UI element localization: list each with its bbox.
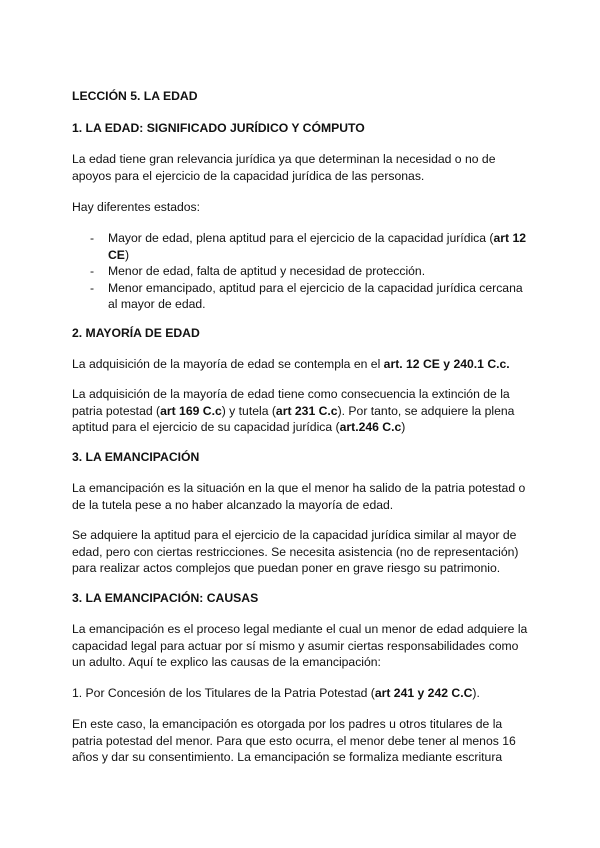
section-heading-emancipacion: 3. LA EMANCIPACIÓN xyxy=(72,450,200,464)
lesson-title: LECCIÓN 5. LA EDAD xyxy=(72,89,198,103)
paragraph-text: ). xyxy=(472,686,480,700)
legal-reference: art.246 C.c xyxy=(339,420,402,434)
paragraph-text: ) xyxy=(401,420,406,434)
paragraph-estados-intro: Hay diferentes estados: xyxy=(72,200,201,214)
list-item-menor-emancipado xyxy=(72,280,532,313)
legal-reference: art 231 C.c xyxy=(275,403,338,418)
section-heading-edad: 1. LA EDAD: SIGNIFICADO JURÍDICO Y CÓMPUTO xyxy=(72,121,365,135)
list-item-text-end: ) xyxy=(124,247,129,262)
paragraph-mayoria-consecuencia xyxy=(72,386,532,436)
list-item-menor-edad xyxy=(72,263,532,280)
paragraph-text: La adquisición de la mayoría de edad tiene como consecuencia la extinción de la patria potestad ( xyxy=(72,387,510,418)
paragraph-edad-relevancia: La edad tiene gran relevancia jurídica ya que determinan la necesidad o no de apoyos para el ejercicio de la capacidad jurídica de las personas. xyxy=(72,152,496,183)
legal-reference: art 12 CE xyxy=(108,231,527,262)
paragraph-text: La adquisición de la mayoría de edad se contempla en el xyxy=(72,357,384,371)
legal-reference: art 169 C.c xyxy=(160,403,222,418)
bullet-dash: - xyxy=(90,280,95,295)
list-item-text: Menor emancipado, aptitud para el ejercicio de la capacidad jurídica cercana al mayor de edad. xyxy=(108,280,523,311)
paragraph-text: ). Por tanto, se adquiere la plena aptitud para el ejercicio de su capacidad jurídica ( xyxy=(72,403,515,434)
paragraph-mayoria-contempla xyxy=(72,356,532,373)
paragraph-concesion-detalle: En este caso, la emancipación es otorgada por los padres u otros titulares de la patria potestad del menor. Para que esto ocurra, el menor debe tener al menos 16 años y dar su consentimiento. La emancipación se formaliza mediante escritura xyxy=(72,717,516,764)
list-item-text: Menor de edad, falta de aptitud y necesidad de protección. xyxy=(108,264,426,278)
legal-reference: art 241 y 242 C.C xyxy=(374,686,473,700)
section-heading-mayoria: 2. MAYORÍA DE EDAD xyxy=(72,326,200,340)
estados-list xyxy=(72,230,532,313)
list-item-mayor-edad xyxy=(72,230,532,263)
paragraph-causa-concesion xyxy=(72,685,532,702)
paragraph-emancipacion-definicion: La emancipación es la situación en la que el menor ha salido de la patria potestad o de la tutela pese a no haber alcanzado la mayoría de edad. xyxy=(72,481,526,512)
bullet-dash: - xyxy=(90,264,95,278)
paragraph-text: 1. Por Concesión de los Titulares de la Patria Potestad ( xyxy=(72,686,375,700)
paragraph-causas-intro: La emancipación es el proceso legal mediante el cual un menor de edad adquiere la capacidad legal para actuar por sí mismo y asumir ciertas responsabilidades como un adulto. Aquí te explico las causas de la emancipación: xyxy=(72,622,528,669)
paragraph-emancipacion-aptitud: Se adquiere la aptitud para el ejercicio de la capacidad jurídica similar al mayor de edad, pero con ciertas restricciones. Se necesita asistencia (no de representación) para realizar actos complejos que puedan poner en grave riesgo su patrimonio. xyxy=(72,528,519,575)
section-heading-causas: 3. LA EMANCIPACIÓN: CAUSAS xyxy=(72,591,259,605)
legal-reference: art. 12 CE y 240.1 C.c. xyxy=(383,357,510,371)
list-item-text: Mayor de edad, plena aptitud para el ejercicio de la capacidad jurídica ( xyxy=(108,231,494,245)
bullet-dash: - xyxy=(90,231,95,245)
paragraph-text: ) y tutela ( xyxy=(221,403,276,418)
